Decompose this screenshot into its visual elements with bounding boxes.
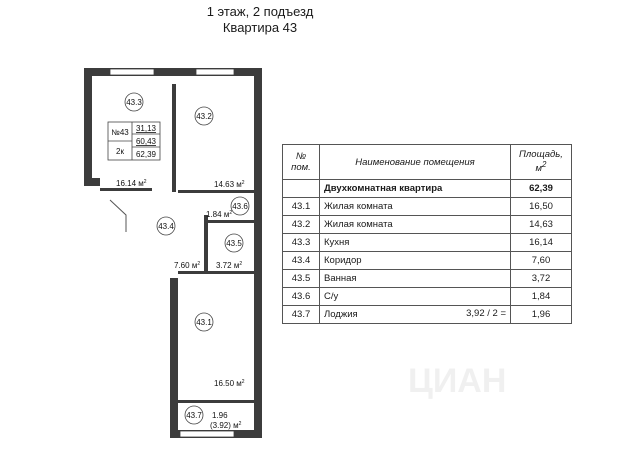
area-label-43-7-full: (3.92) $м^2$	[210, 421, 242, 430]
area-label-43-7: 1.96	[212, 411, 228, 420]
table-row: 43.4 Коридор 7,60	[283, 252, 572, 270]
area-label-43-1: 16.50 $м^2$	[214, 379, 245, 388]
info-rooms: 2к	[116, 147, 124, 156]
window-room-432	[196, 69, 234, 75]
info-living-area: 31,13	[135, 124, 157, 133]
entrance-door	[110, 200, 126, 232]
area-label-43-4: 7.60 $м^2$	[174, 261, 201, 270]
room-label-43-2: 43.2	[196, 112, 212, 121]
outer-wall-right	[254, 68, 262, 438]
floor-entrance-title: 1 этаж, 2 подъезд	[206, 4, 314, 19]
table-row: 43.7 Лоджия 3,92 / 2 = 1,96	[283, 306, 572, 324]
apartment-title: Квартира 43	[222, 20, 298, 35]
total-area: 62,39	[511, 180, 572, 198]
wall-kitchen-bottom	[100, 188, 152, 191]
floor-plan	[0, 0, 280, 450]
room-label-43-5: 43.5	[226, 239, 242, 248]
wall-wc-bath	[204, 220, 254, 223]
wall-loggia	[178, 400, 254, 403]
wall-bath-left	[204, 215, 208, 273]
outer-wall-left-lower	[170, 278, 178, 438]
area-label-43-3: 16.14 $м^2$	[116, 179, 147, 188]
table-row: 43.5 Ванная 3,72	[283, 270, 572, 288]
area-label-43-6: 1.84 $м^2$	[206, 210, 233, 219]
window-kitchen	[110, 69, 154, 75]
table-row: 43.3 Кухня 16,14	[283, 234, 572, 252]
info-total-with-loggia: 62,39	[135, 150, 157, 159]
table-row: 43.1 Жилая комната 16,50	[283, 198, 572, 216]
wall-room-432-bottom	[178, 190, 254, 193]
table-header-row	[283, 145, 572, 180]
area-label-43-5: 3.72 $м^2$	[216, 261, 243, 270]
col-header-name: Наименование помещения	[320, 145, 511, 180]
wall-kitchen-room	[172, 84, 176, 192]
total-name: Двухкомнатная квартира	[320, 180, 511, 198]
room-label-43-1: 43.1	[196, 318, 212, 327]
room-label-43-3: 43.3	[126, 98, 142, 107]
wall-room-431-top	[178, 271, 254, 274]
table-total-row	[283, 180, 572, 198]
area-label-43-2: 14.63 $м^2$	[214, 180, 245, 189]
room-label-43-4: 43.4	[158, 222, 174, 231]
col-header-area: Площадь, $м^2$	[511, 145, 572, 180]
watermark: ЦИАН	[408, 362, 507, 400]
rooms-table	[282, 144, 572, 324]
window-loggia	[180, 431, 234, 437]
info-total-area: 60,43	[135, 137, 157, 146]
kitchen-bottom-wall	[84, 178, 100, 186]
col-header-num: № пом.	[283, 145, 320, 180]
table-row: 43.2 Жилая комната 14,63	[283, 216, 572, 234]
room-label-43-6: 43.6	[232, 202, 248, 211]
room-label-43-7: 43.7	[186, 411, 202, 420]
table-row: 43.6 С/у 1,84	[283, 288, 572, 306]
outer-wall-left	[84, 68, 92, 178]
info-number: №43	[111, 128, 129, 137]
